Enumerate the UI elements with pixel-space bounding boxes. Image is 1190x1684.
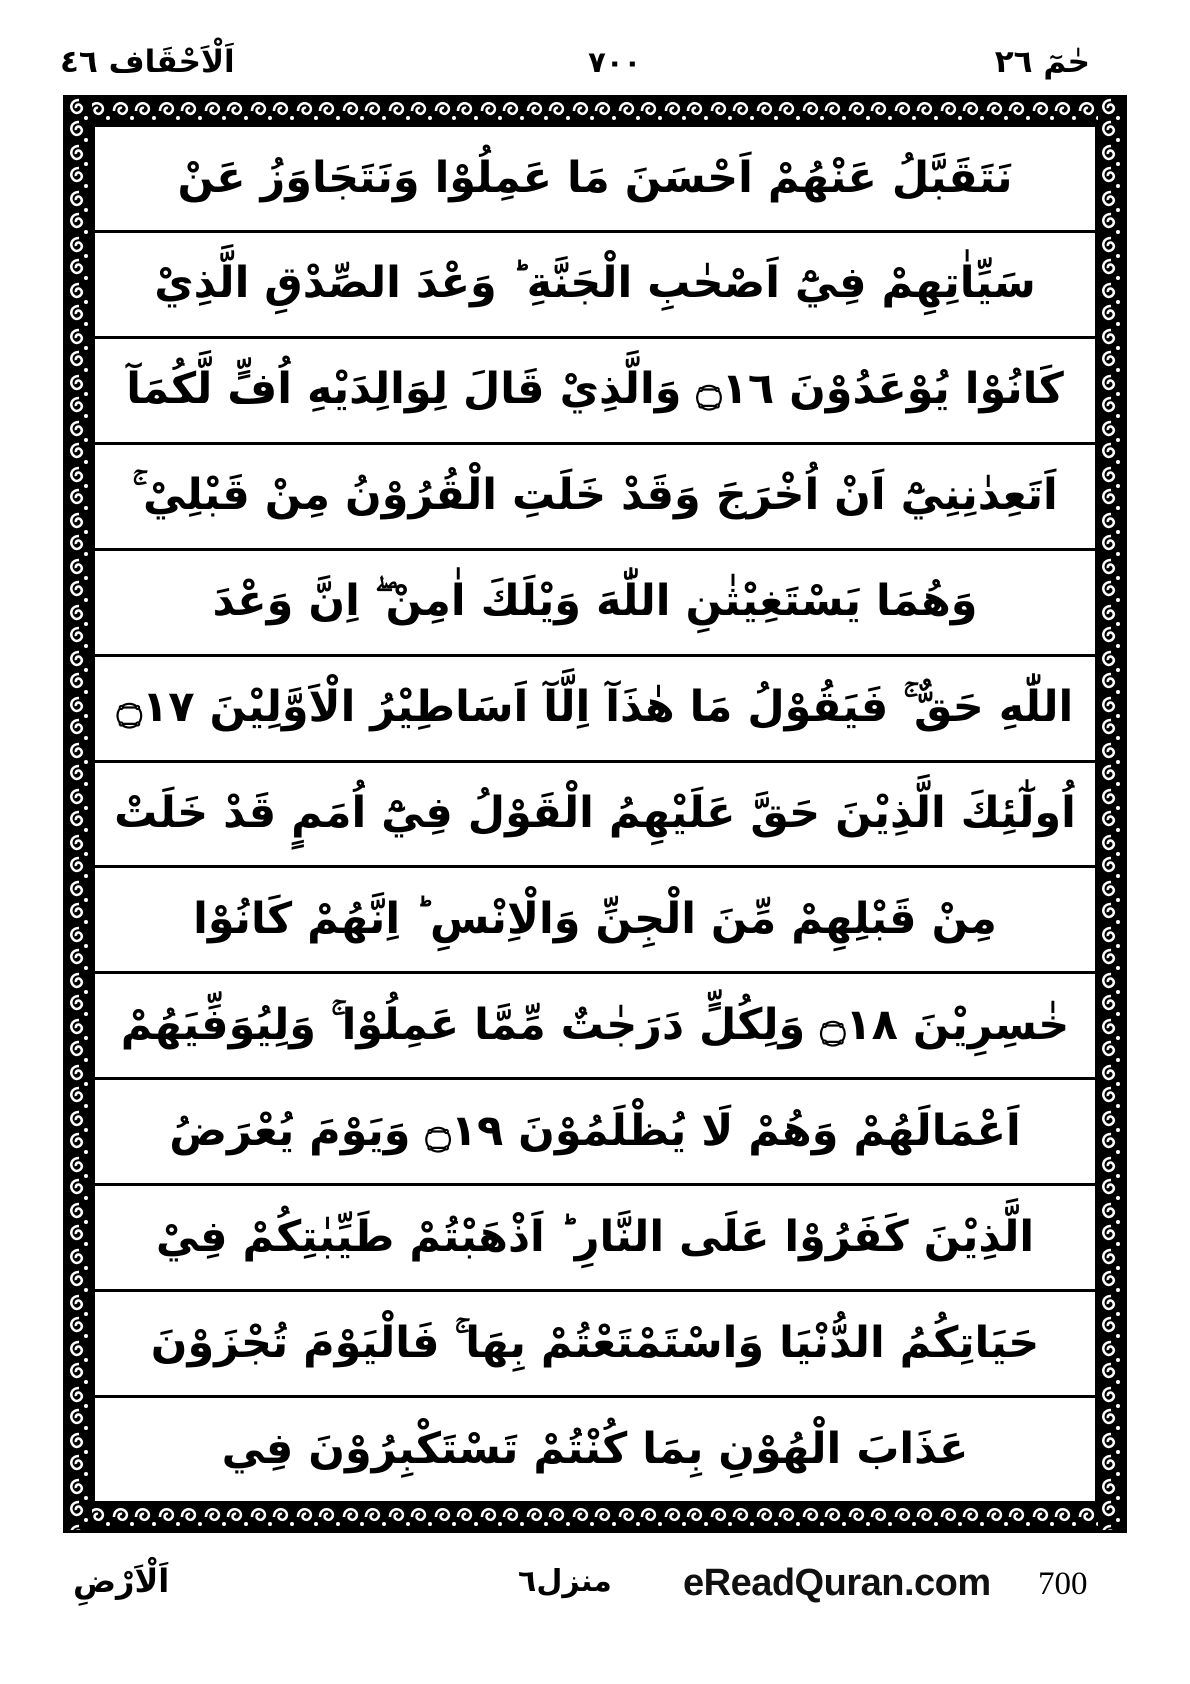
ayah-line-text: كَانُوْا يُوْعَدُوْنَ ۝١٦ وَالَّذِيْ قَالَ لِوَالِدَيْهِ اُفٍّ لَّكُمَآ <box>126 364 1064 415</box>
header-juz-label: حٰمٓ ٢٦ <box>994 43 1090 80</box>
border-ornament-right <box>1098 98 1124 1530</box>
footer-site-name: eReadQuran.com <box>683 1562 991 1604</box>
ayah-line-text: عَذَابَ الْهُوْنِ بِمَا كُنْتُمْ تَسْتَكْبِرُوْنَ فِي <box>221 1423 969 1474</box>
page-header <box>40 34 1150 90</box>
footer-catchword: اَلْاَرْضِ <box>73 1562 170 1600</box>
ayah-line-text: اَعْمَالَهُمْ وَهُمْ لَا يُظْلَمُوْنَ ۝١٩ وَيَوْمَ يُعْرَضُ <box>169 1105 1021 1156</box>
ayah-line-text: سَيِّاٰتِهِمْ فِيْٓ اَصْحٰبِ الْجَنَّةِ ؕ وَعْدَ الصِّدْقِ الَّذِيْ <box>154 258 1036 309</box>
ayah-line-text: الَّذِيْنَ كَفَرُوْا عَلَى النَّارِ ؕ اَذْهَبْتُمْ طَيِّبٰتِكُمْ فِيْ <box>155 1211 1035 1262</box>
ayah-line <box>95 1292 1095 1398</box>
quran-text-block <box>92 124 1098 1504</box>
ayah-line-text: اللّٰهِ حَقٌّ ۚ فَيَقُوْلُ مَا هٰذَآ اِلَّآ اَسَاطِيْرُ الْاَوَّلِيْنَ ۝١٧ <box>116 682 1074 733</box>
ayah-line-text: خٰسِرِيْنَ ۝١٨ وَلِكُلٍّ دَرَجٰتٌ مِّمَّا عَمِلُوْا ۚ وَلِيُوَفِّيَهُمْ <box>120 999 1070 1050</box>
ayah-line <box>95 974 1095 1080</box>
footer-page-number: 700 <box>1038 1566 1088 1602</box>
ayah-line-text: نَتَقَبَّلُ عَنْهُمْ اَحْسَنَ مَا عَمِلُوْا وَنَتَجَاوَزُ عَنْ <box>177 152 1013 203</box>
ayah-line <box>95 1186 1095 1292</box>
ayah-line <box>95 868 1095 974</box>
ornamental-frame <box>63 95 1127 1533</box>
border-ornament-top <box>66 98 1124 124</box>
ayah-line-text: حَيَاتِكُمُ الدُّنْيَا وَاسْتَمْتَعْتُمْ بِهَا ۚ فَالْيَوْمَ تُجْزَوْنَ <box>150 1317 1040 1368</box>
ayah-line <box>95 339 1095 445</box>
ayah-line <box>95 127 1095 233</box>
header-page-number-arabic: ٧٠٠ <box>588 44 642 79</box>
ayah-line-text: وَهُمَا يَسْتَغِيْثٰنِ اللّٰهَ وَيْلَكَ اٰمِنْ ۖ اِنَّ وَعْدَ <box>212 576 978 627</box>
border-ornament-left <box>66 98 92 1530</box>
ayah-line <box>95 445 1095 551</box>
ayah-line <box>95 657 1095 763</box>
header-surah-label: اَلْاَحْقَاف ٤٦ <box>60 43 235 80</box>
ayah-line <box>95 1398 1095 1501</box>
border-ornament-bottom <box>66 1504 1124 1530</box>
ayah-line <box>95 1080 1095 1186</box>
ayah-line <box>95 551 1095 657</box>
ayah-line-text: اُولٰٓئِكَ الَّذِيْنَ حَقَّ عَلَيْهِمُ الْقَوْلُ فِيْٓ اُمَمٍ قَدْ خَلَتْ <box>114 788 1076 839</box>
ayah-line-text: مِنْ قَبْلِهِمْ مِّنَ الْجِنِّ وَالْاِنْسِ ؕ اِنَّهُمْ كَانُوْا <box>193 893 997 944</box>
ayah-line-text: اَتَعِدٰنِنِيْٓ اَنْ اُخْرَجَ وَقَدْ خَلَتِ الْقُرُوْنُ مِنْ قَبْلِيْ ۚ <box>132 470 1058 521</box>
page-footer <box>63 1556 1127 1626</box>
ayah-line <box>95 233 1095 339</box>
footer-manzil-label: منزل٦ <box>518 1564 612 1599</box>
ayah-line <box>95 763 1095 869</box>
